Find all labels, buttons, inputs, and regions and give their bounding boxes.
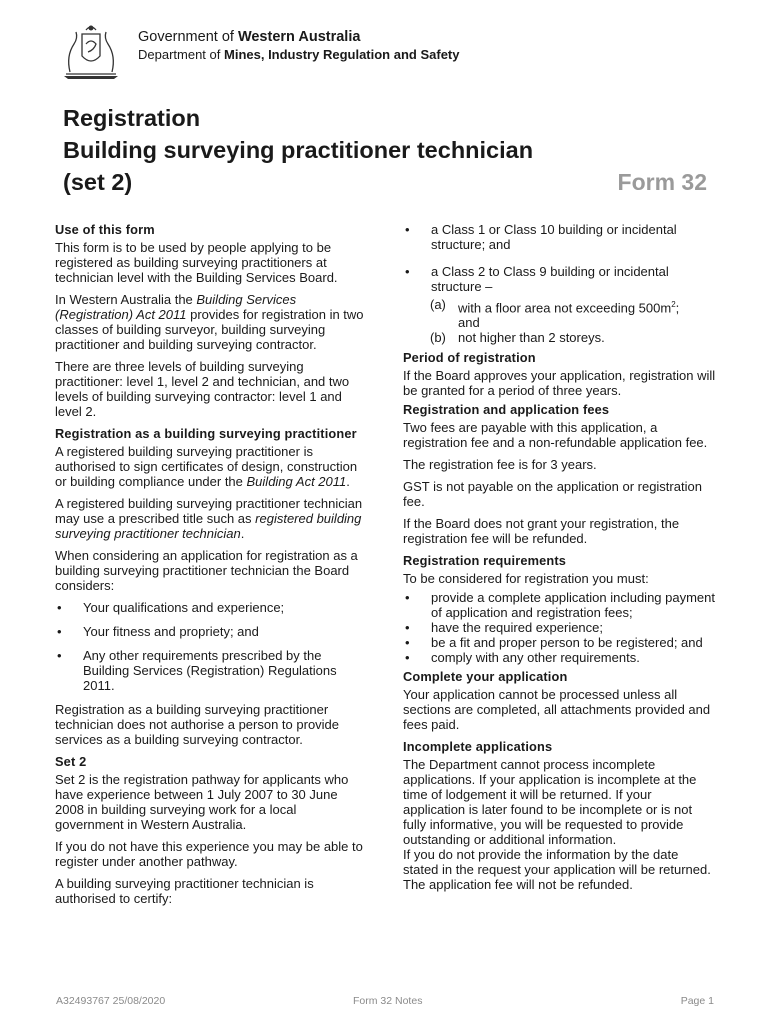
list-item: • a Class 2 to Class 9 building or incidental structure –	[403, 264, 716, 294]
text-span: and	[458, 315, 480, 331]
list-item: • have the required experience;	[403, 620, 716, 635]
list-item: • Your qualifications and experience;	[55, 600, 367, 615]
text-span: .	[240, 526, 245, 541]
gov-name: Western Australia	[237, 29, 361, 45]
period-heading: Period of registration	[403, 350, 536, 366]
incomplete-paragraph-2: If you do not provide the information by the date stated in the request your application will be returned. The application fee will not be refunded.	[403, 847, 711, 893]
complete-heading: Complete your application	[403, 669, 568, 685]
considers-list	[55, 600, 367, 693]
fees-paragraph-3: GST is not payable on the application or registration fee.	[403, 479, 702, 510]
list-item: • provide a complete application including payment of application and registration fees;	[403, 590, 716, 620]
certify-sublist	[403, 297, 716, 345]
page-number: Page 1	[680, 995, 714, 1007]
registration-paragraph-4: Registration as a building surveying practitioner technician does not authorise a person to provide services as a building surveying contractor.	[55, 702, 340, 747]
title-line-2: Building surveying practitioner technician	[63, 137, 534, 163]
certify-list	[403, 222, 716, 294]
coat-of-arms-logo	[56, 22, 126, 80]
text-span: A registered building surveying practitioner is authorised to sign certificates of design, construction or building compliance under the	[55, 444, 358, 489]
prescribed-title: registered building surveying practitioner technician	[55, 511, 362, 541]
gov-prefix: Government of	[138, 29, 238, 45]
dept-prefix: Department of	[138, 47, 224, 62]
page-footer	[56, 995, 714, 1009]
list-item: • Any other requirements prescribed by the Building Services (Registration) Regulations 2011.	[55, 648, 367, 693]
use-heading: Use of this form	[55, 222, 155, 237]
sublist-label: (a)	[430, 297, 446, 312]
requirements-intro: To be considered for registration you must:	[403, 571, 649, 587]
title-line-3: (set 2)	[63, 169, 133, 195]
right-column	[403, 222, 716, 899]
set2-heading: Set 2	[55, 754, 87, 769]
text-span: A registered building surveying practitioner technician may use a prescribed title such as	[55, 496, 363, 526]
incomplete-heading: Incomplete applications	[403, 739, 553, 755]
act-name: Building Services (Registration) Act 2011	[55, 292, 297, 322]
fees-heading: Registration and application fees	[403, 402, 610, 418]
act-name: Building Act 2011	[246, 474, 347, 489]
registration-heading: Registration as a building surveying practitioner	[55, 426, 357, 441]
form-title	[63, 102, 713, 198]
text-span: In Western Australia the	[55, 292, 197, 307]
set2-paragraph-1: Set 2 is the registration pathway for applicants who have experience between 1 July 2007 to 30 June 2008 in building surveying work for a local government in Western Australia.	[55, 772, 349, 832]
document-id: A32493767 25/08/2020	[56, 995, 166, 1007]
registration-paragraph-3: When considering an application for registration as a building surveying practitioner technician the Board considers:	[55, 548, 358, 593]
text-span: not higher than 2 storeys.	[458, 330, 605, 346]
use-paragraph-2	[55, 292, 367, 352]
fees-paragraph-1: Two fees are payable with this application, a registration fee and a non-refundable application fee.	[403, 420, 708, 451]
fees-paragraph-4: If the Board does not grant your registration, the registration fee will be refunded.	[403, 516, 680, 547]
use-paragraph-3: There are three levels of building surveying practitioner: level 1, level 2 and technician, and two levels of building surveying contractor: level 1 and level 2.	[55, 359, 350, 419]
use-paragraph-1: This form is to be used by people applying to be registered as building surveying practitioners at technician level with the Building Services Board.	[55, 240, 338, 285]
complete-paragraph: Your application cannot be processed unless all sections are completed, all attachments provided and fees paid.	[403, 687, 711, 733]
left-column	[55, 222, 367, 913]
set2-paragraph-3: A building surveying practitioner technician is authorised to certify:	[55, 876, 314, 906]
list-item: • a Class 1 or Class 10 building or incidental structure; and	[403, 222, 716, 252]
requirements-list	[403, 590, 716, 665]
requirements-heading: Registration requirements	[403, 553, 567, 569]
dept-name: Mines, Industry Regulation and Safety	[224, 47, 460, 62]
text-span: provides for registration in two classes of building surveyor, building surveying practitioner and building surveying contractor.	[55, 307, 364, 352]
text-span: .	[346, 474, 350, 489]
list-item: • be a fit and proper person to be registered; and	[403, 635, 716, 650]
title-line-1: Registration	[63, 105, 201, 131]
fees-paragraph-2: The registration fee is for 3 years.	[403, 457, 597, 473]
sublist-item-a	[430, 297, 716, 330]
form-number: Form 32	[617, 169, 707, 195]
set2-paragraph-2: If you do not have this experience you may be able to register under another pathway.	[55, 839, 363, 869]
registration-paragraph-2	[55, 496, 367, 541]
list-item: • comply with any other requirements.	[403, 650, 716, 665]
text-span: ;	[675, 300, 680, 316]
list-item: • Your fitness and propriety; and	[55, 624, 367, 639]
organisation-header	[138, 28, 459, 64]
incomplete-paragraph-1: The Department cannot process incomplete applications. If your application is incomplete at the time of lodgement it will be returned. If your application is later found to be incomplete or is not fully informative, you will be requested to provide outstanding or additional information.	[403, 757, 697, 848]
sublist-label: (b)	[430, 330, 446, 346]
sublist-item-b	[430, 330, 716, 345]
period-paragraph: If the Board approves your application, registration will be granted for a period of three years.	[403, 368, 716, 399]
registration-paragraph-1	[55, 444, 367, 489]
superscript: 2	[671, 300, 676, 309]
text-span: with a floor area not exceeding 500m	[458, 300, 672, 316]
footer-form-notes: Form 32 Notes	[353, 995, 423, 1007]
